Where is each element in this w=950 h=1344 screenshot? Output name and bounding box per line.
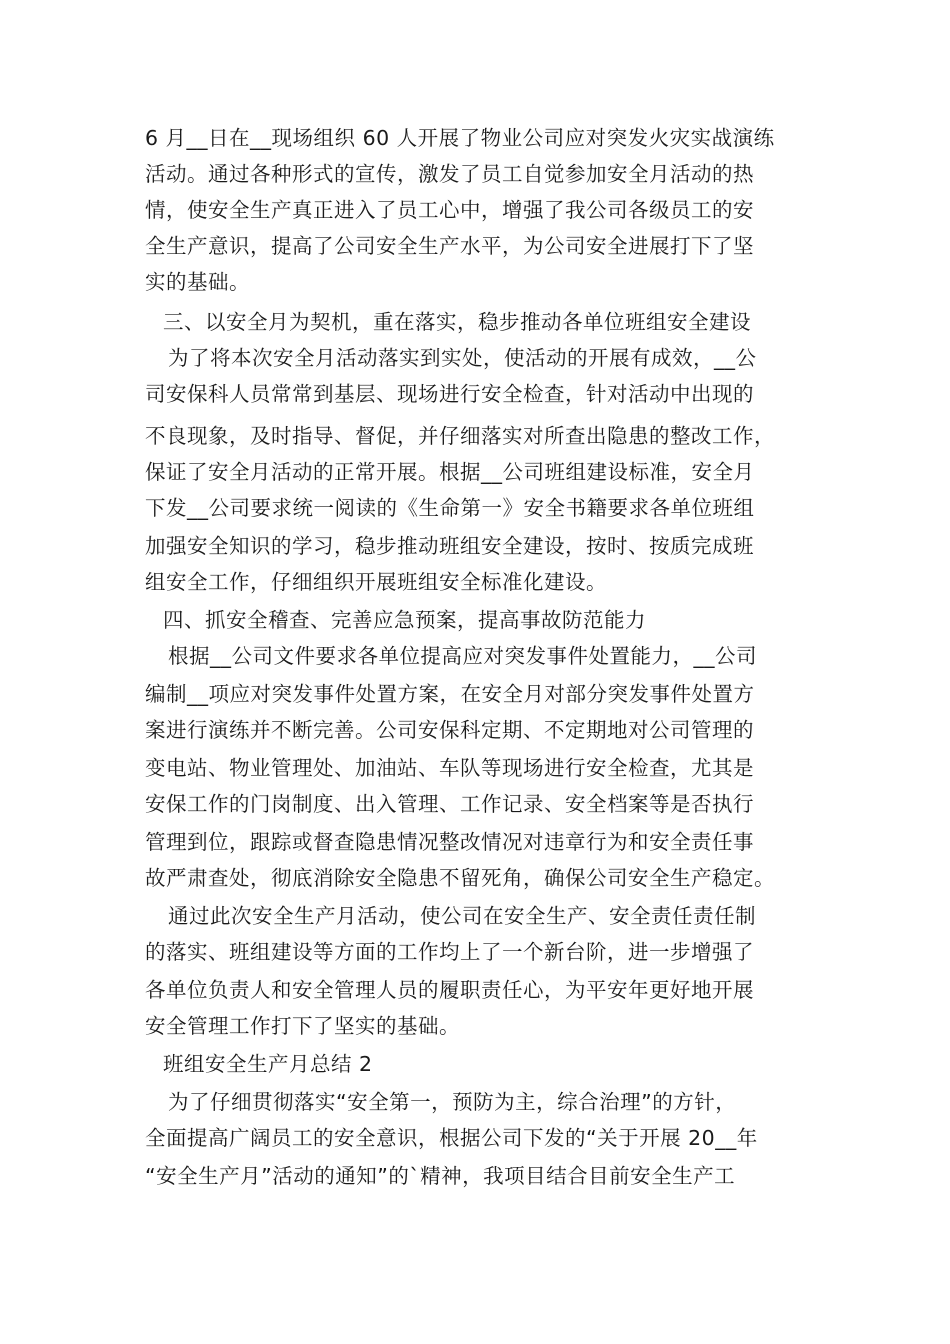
paragraph-line: 的落实、班组建设等方面的工作均上了一个新台阶，进一步增强了 <box>145 940 754 964</box>
paragraph-line: 安保工作的门岗制度、出入管理、工作记录、安全档案等是否执行 <box>145 792 754 816</box>
paragraph-line: 根据__公司文件要求各单位提高应对突发事件处置能力，__公司 <box>168 644 757 668</box>
paragraph-line: 通过此次安全生产月活动，使公司在安全生产、安全责任责任制 <box>168 904 756 928</box>
section-heading: 班组安全生产月总结 2 <box>163 1052 373 1076</box>
section-heading: 三、以安全月为契机，重在落实，稳步推动各单位班组安全建设 <box>163 310 751 334</box>
section-heading: 四、抓安全稽查、完善应急预案，提高事故防范能力 <box>163 608 646 632</box>
paragraph-line: 组安全工作，仔细组织开展班组安全标准化建设。 <box>145 570 607 594</box>
paragraph-line: 不良现象，及时指导、督促，并仔细落实对所查出隐患的整改工作， <box>145 424 775 448</box>
paragraph-line: 活动。通过各种形式的宣传，激发了员工自觉参加安全月活动的热 <box>145 162 754 186</box>
paragraph-line: 各单位负责人和安全管理人员的履职责任心，为平安年更好地开展 <box>145 978 754 1002</box>
paragraph-line: 情，使安全生产真正进入了员工心中，增强了我公司各级员工的安 <box>145 198 754 222</box>
paragraph-line: 管理到位，跟踪或督查隐患情况整改情况对违章行为和安全责任事 <box>145 830 754 854</box>
paragraph-line: 为了将本次安全月活动落实到实处，使活动的开展有成效，__公 <box>168 346 757 370</box>
paragraph-line: 全生产意识，提高了公司安全生产水平，为公司安全进展打下了坚 <box>145 234 754 258</box>
paragraph-line: 司安保科人员常常到基层、现场进行安全检查，针对活动中出现的 <box>145 382 754 406</box>
paragraph-line: 下发__公司要求统一阅读的《生命第一》安全书籍要求各单位班组 <box>145 496 755 520</box>
paragraph-line: 变电站、物业管理处、加油站、车队等现场进行安全检查，尤其是 <box>145 756 754 780</box>
paragraph-line: 编制__项应对突发事件处置方案，在安全月对部分突发事件处置方 <box>145 682 755 706</box>
paragraph-line: 加强安全知识的学习，稳步推动班组安全建设，按时、按质完成班 <box>145 534 754 558</box>
paragraph-line: 全面提高广阔员工的安全意识，根据公司下发的“关于开展 20__年 <box>145 1126 758 1150</box>
paragraph-line: 故严肃查处，彻底消除安全隐患不留死角，确保公司安全生产稳定。 <box>145 866 775 890</box>
paragraph-line: 安全管理工作打下了坚实的基础。 <box>145 1014 460 1038</box>
paragraph-line: 为了仔细贯彻落实“安全第一，预防为主，综合治理”的方针， <box>168 1090 737 1114</box>
paragraph-line: 案进行演练并不断完善。公司安保科定期、不定期地对公司管理的 <box>145 718 754 742</box>
paragraph-line: 实的基础。 <box>145 270 250 294</box>
paragraph-line: 保证了安全月活动的正常开展。根据__公司班组建设标准，安全月 <box>145 460 755 484</box>
paragraph-line: 6 月__日在__现场组织 60 人开展了物业公司应对突发火灾实战演练 <box>145 126 775 150</box>
paragraph-line: “安全生产月”活动的通知”的`精神，我项目结合目前安全生产工 <box>145 1164 736 1188</box>
